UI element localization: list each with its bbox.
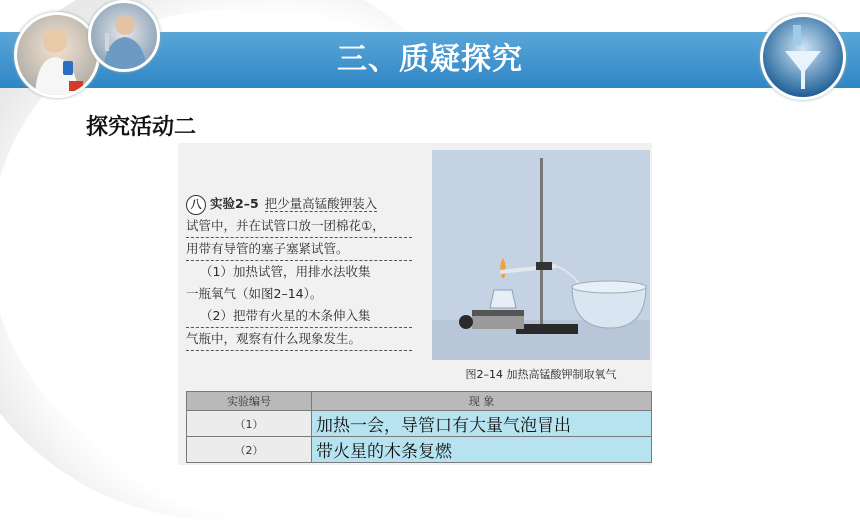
funnel-photo-circle — [760, 14, 846, 100]
student-photo-circle — [88, 0, 160, 72]
experiment-line-1: 把少量高锰酸钾装入 — [264, 196, 378, 211]
table-row-number: （2） — [187, 437, 312, 463]
table-header-row — [187, 392, 652, 411]
experiment-line-3: 用带有导管的塞子塞紧试管。 — [186, 238, 412, 261]
table-header-phenomenon: 现 象 — [312, 392, 652, 411]
section-heading: 探究活动二 — [86, 115, 197, 140]
table-row-result: 带火星的木条复燃 — [312, 437, 652, 463]
experiment-badge: 八 — [186, 195, 206, 215]
experiment-line-2: 试管中，并在试管口放一团棉花①， — [186, 215, 412, 238]
figure-caption: 图2–14 加热高锰酸钾制取氧气 — [465, 368, 617, 381]
observation-table — [186, 391, 652, 463]
table-row — [187, 411, 652, 437]
experiment-line-6: （2）把带有火星的木条伸入集 — [186, 305, 412, 328]
experiment-line-7: 气瓶中，观察有什么现象发生。 — [186, 328, 412, 351]
table-row-result: 加热一会，导管口有大量气泡冒出 — [312, 411, 652, 437]
scientist-photo-circle — [14, 12, 100, 98]
experiment-text — [186, 193, 412, 351]
experiment-line-4: （1）加热试管，用排水法收集 — [200, 264, 371, 279]
apparatus-photo — [432, 150, 650, 360]
table-row-number: （1） — [187, 411, 312, 437]
table-header-number: 实验编号 — [187, 392, 312, 411]
experiment-title: 实验2–5 — [210, 196, 259, 211]
experiment-line-5: 一瓶氧气（如图2–14）。 — [186, 286, 323, 301]
table-row — [187, 437, 652, 463]
page-title: 三、质疑探究 — [337, 42, 523, 77]
